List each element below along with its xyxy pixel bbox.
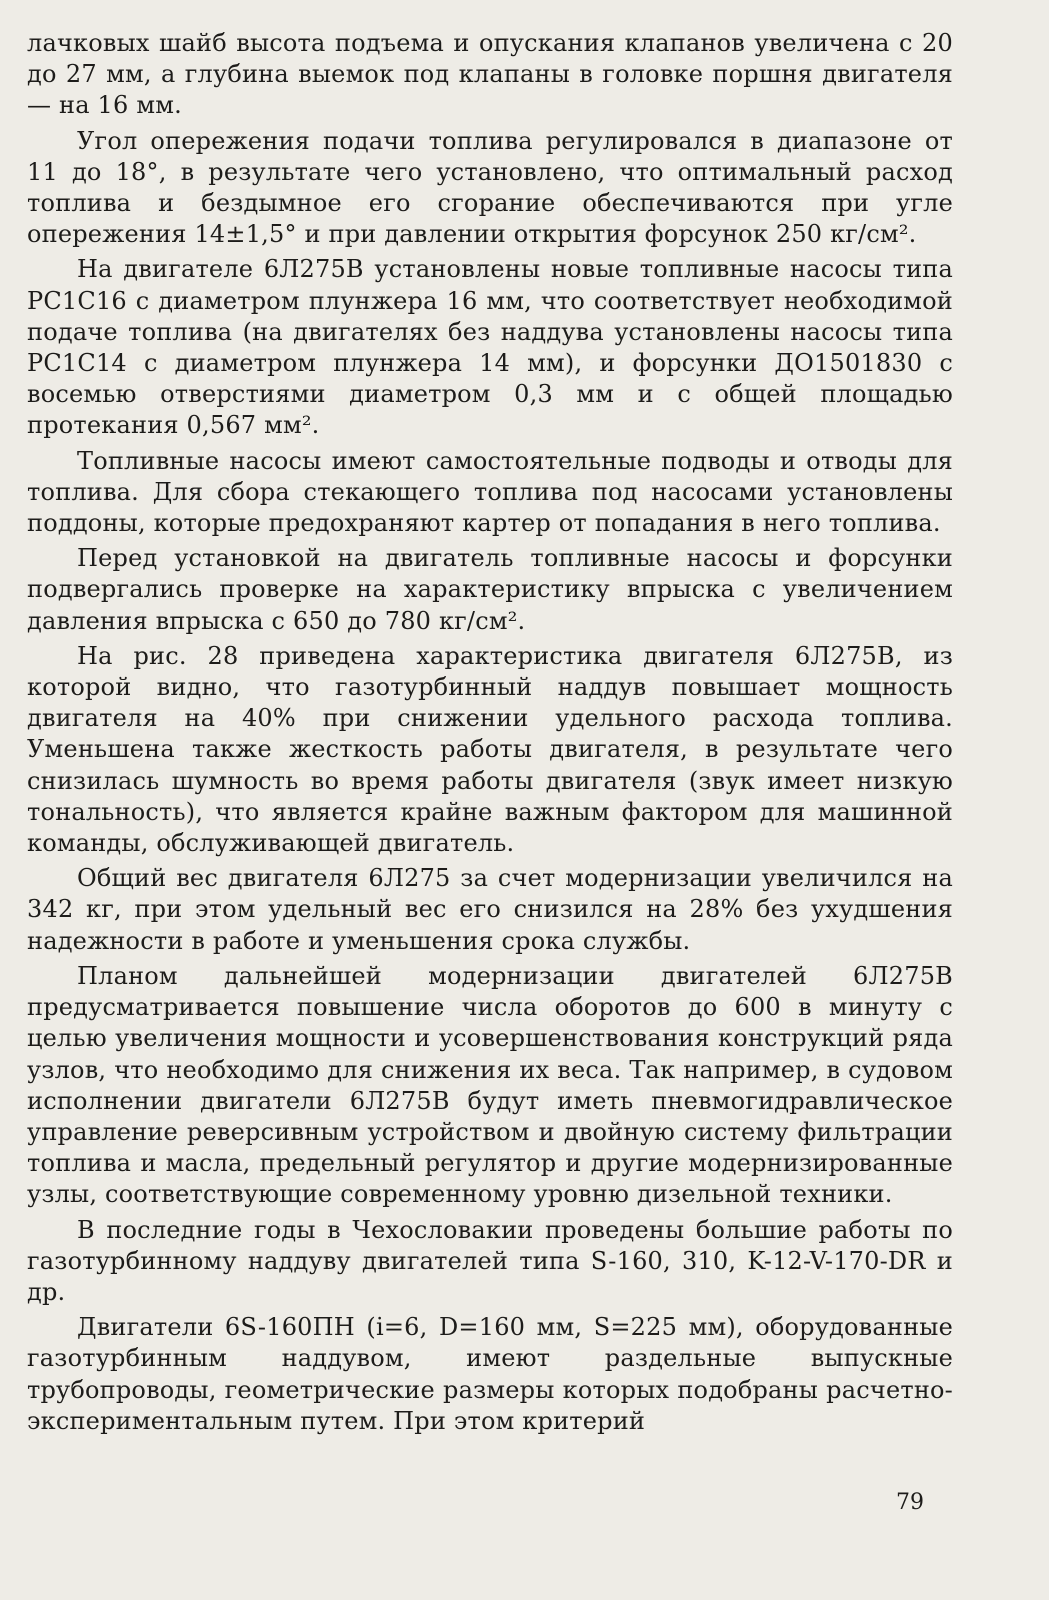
paragraph-fuel-pumps: На двигателе 6Л275В установлены новые топливные насосы типа РС1С16 с диаметром плунжера 16 мм, что соответствует необходимой подаче топлива (на двигателях без наддува установлены насосы типа РС1С14 с диаметром плунжера 14 мм), и форсунки ДО1501830 с восемью отверстиями диаметром 0,3 мм и с общей площадью протекания 0,567 мм². — [27, 255, 953, 440]
paragraph-injection-timing: Угол опережения подачи топлива регулировался в диапазоне от 11 до 18°, в результате чего установлено, что оптимальный расход топлива и бездымное его сгорание обеспечиваются при угле опережения 14±1,5° и при давлении открытия форсунок 250 кг/см². — [27, 126, 953, 249]
paragraph-engine-characteristic: На рис. 28 приведена характеристика двигателя 6Л275В, из которой видно, что газотурбинный наддув повышает мощность двигателя на 40% при снижении удельного расхода топлива. Уменьшена также жесткость работы двигателя, в результате чего снизилась шумность во время работы двигателя (звук имеет низкую тональность), что является крайне важным фактором для машинной команды, обслуживающей двигатель. — [27, 641, 953, 858]
page-text — [27, 28, 953, 1437]
paragraph-fuel-drain: Топливные насосы имеют самостоятельные подводы и отводы для топлива. Для сбора стекающего топлива под насосами установлены поддоны, которые предохраняют картер от попадания в него топлива. — [27, 446, 953, 538]
paragraph-valve-lift: лачковых шайб высота подъема и опускания клапанов увеличена с 20 до 27 мм, а глубина выемок под клапаны в головке поршня двигателя — на 16 мм. — [27, 29, 953, 120]
page-number: 79 — [896, 1490, 924, 1515]
paragraph-6s160pn-engines: Двигатели 6S-160ПН (i=6, D=160 мм, S=225 мм), оборудованные газотурбинным наддувом, имеют раздельные выпускные трубопроводы, геометрические размеры которых подобраны расчетно-экспериментальным путем. При этом критерий — [27, 1313, 953, 1435]
paragraph-injection-test: Перед установкой на двигатель топливные насосы и форсунки подвергались проверке на характеристику впрыска с увеличением давления впрыска с 650 до 780 кг/см². — [27, 544, 953, 635]
paragraph-engine-weight: Общий вес двигателя 6Л275 за счет модернизации увеличился на 342 кг, при этом удельный вес его снизился на 28% без ухудшения надежности в работе и уменьшения срока службы. — [27, 864, 953, 955]
paragraph-czechoslovakia: В последние годы в Чехословакии проведены большие работы по газотурбинному наддуву двигателей типа S-160, 310, K-12-V-170-DR и др. — [27, 1215, 953, 1306]
paragraph-modernization-plan: Планом дальнейшей модернизации двигателей 6Л275В предусматривается повышение числа оборотов до 600 в минуту с целью увеличения мощности и усовершенствования конструкций ряда узлов, что необходимо для снижения их веса. Так например, в судовом исполнении двигатели 6Л275В будут иметь пневмогидравлическое управление реверсивным устройством и двойную систему фильтрации топлива и масла, предельный регулятор и другие модернизированные узлы, соответствующие современному уровню дизельной техники. — [27, 961, 953, 1209]
